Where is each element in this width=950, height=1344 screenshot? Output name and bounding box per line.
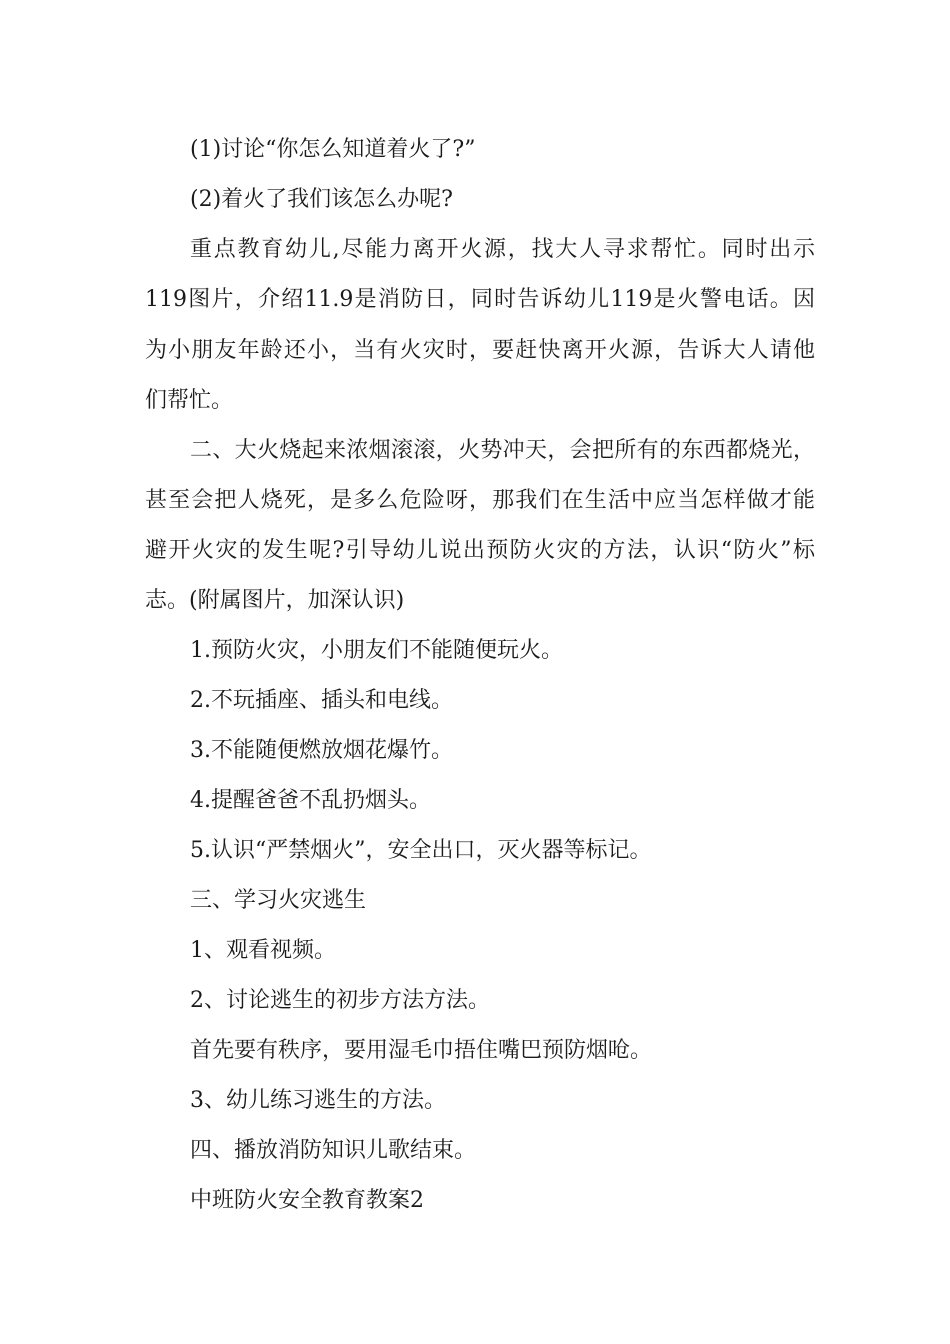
paragraph-line: 甚至会把人烧死，是多么危险呀，那我们在生活中应当怎样做才能 xyxy=(145,488,815,513)
paragraph-line: 重点教育幼儿,尽能力离开火源，找大人寻求帮忙。同时出示 xyxy=(190,237,815,262)
paragraph-line: 避开火灾的发生呢?引导幼儿说出预防火灾的方法，认识“防火”标 xyxy=(145,538,815,563)
list-item: 3、幼儿练习逃生的方法。 xyxy=(190,1088,446,1113)
list-item: 2、讨论逃生的初步方法方法。 xyxy=(190,988,490,1013)
paragraph-line: (1)讨论“你怎么知道着火了?” xyxy=(190,137,476,162)
list-item: 3.不能随便燃放烟花爆竹。 xyxy=(190,738,453,763)
paragraph-line: 们帮忙。 xyxy=(145,388,234,413)
list-item: 1、观看视频。 xyxy=(190,938,336,963)
list-item: 5.认识“严禁烟火”，安全出口，灭火器等标记。 xyxy=(190,838,652,863)
paragraph-line: 二、大火烧起来浓烟滚滚，火势冲天，会把所有的东西都烧光， xyxy=(190,438,815,463)
paragraph-line: (2)着火了我们该怎么办呢? xyxy=(190,187,453,212)
section-heading: 四、播放消防知识儿歌结束。 xyxy=(190,1138,477,1163)
list-item: 2.不玩插座、插头和电线。 xyxy=(190,688,453,713)
paragraph-line: 119图片，介绍11.9是消防日，同时告诉幼儿119是火警电话。因 xyxy=(145,287,815,312)
paragraph-line: 志。(附属图片，加深认识) xyxy=(145,588,405,613)
document-title: 中班防火安全教育教案2 xyxy=(190,1188,424,1213)
paragraph-line: 首先要有秩序，要用湿毛巾捂住嘴巴预防烟呛。 xyxy=(190,1038,653,1063)
section-heading: 三、学习火灾逃生 xyxy=(190,888,367,913)
list-item: 4.提醒爸爸不乱扔烟头。 xyxy=(190,788,431,813)
paragraph-line: 为小朋友年龄还小，当有火灾时，要赶快离开火源，告诉大人请他 xyxy=(145,338,815,363)
list-item: 1.预防火灾，小朋友们不能随便玩火。 xyxy=(190,638,563,663)
